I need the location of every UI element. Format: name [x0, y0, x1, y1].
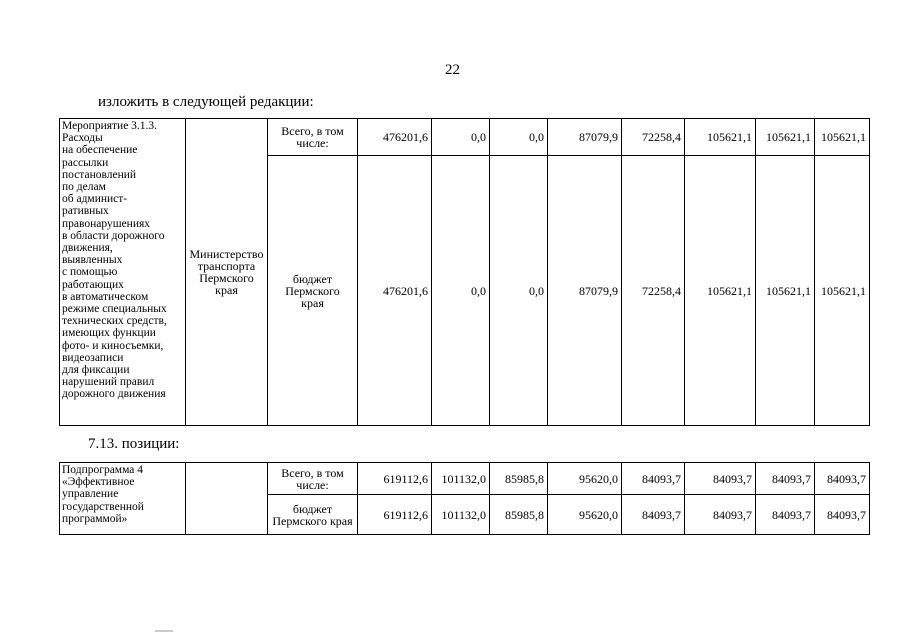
value-cell: 105621,1	[685, 119, 756, 156]
value-cell: 476201,6	[358, 156, 432, 426]
value-cell: 95620,0	[548, 463, 622, 495]
value-cell: 87079,9	[548, 119, 622, 156]
value-cell: 84093,7	[685, 463, 756, 495]
value-cell: 101132,0	[432, 495, 490, 535]
value-cell: 85985,8	[490, 463, 548, 495]
value-cell: 105621,1	[756, 119, 815, 156]
source-cell: бюджет Пермского края	[268, 495, 358, 535]
executor-cell: Министерство транспорта Пермского края	[186, 119, 268, 426]
page-number: 22	[445, 62, 460, 78]
value-cell: 101132,0	[432, 463, 490, 495]
value-cell: 84093,7	[815, 463, 870, 495]
value-cell: 84093,7	[756, 495, 815, 535]
value-cell: 72258,4	[622, 156, 685, 426]
value-cell: 0,0	[490, 119, 548, 156]
value-cell: 95620,0	[548, 495, 622, 535]
subprogram-table	[59, 462, 870, 535]
executor-cell	[186, 463, 268, 535]
scan-mark	[155, 630, 173, 632]
value-cell: 87079,9	[548, 156, 622, 426]
value-cell: 84093,7	[756, 463, 815, 495]
lead-text: изложить в следующей редакции:	[98, 94, 314, 110]
value-cell: 0,0	[432, 156, 490, 426]
source-cell: бюджет Пермского края	[268, 156, 358, 426]
value-cell: 105621,1	[756, 156, 815, 426]
value-cell: 105621,1	[815, 119, 870, 156]
measure-table	[59, 118, 870, 426]
value-cell: 85985,8	[490, 495, 548, 535]
value-cell: 0,0	[432, 119, 490, 156]
value-cell: 84093,7	[685, 495, 756, 535]
value-cell: 0,0	[490, 156, 548, 426]
value-cell: 619112,6	[358, 495, 432, 535]
table-row	[60, 463, 870, 495]
value-cell: 84093,7	[622, 495, 685, 535]
value-cell: 84093,7	[815, 495, 870, 535]
measure-description: Мероприятие 3.1.3. Расходы на обеспечение рассылки постановлений по делам об админист- ративных правонарушениях в области дорожного движения, выявленных с помощью работающих в автоматическом режиме специальных технических средств, имеющих функции фото- и киносъемки, видеозаписи для фиксации нарушений правил дорожного движения	[60, 119, 186, 426]
section-heading: 7.13. позиции:	[88, 436, 180, 452]
table-row	[60, 119, 870, 156]
subprogram-description: Подпрограмма 4 «Эффективное управление государственной программой»	[60, 463, 186, 535]
source-cell: Всего, в том числе:	[268, 119, 358, 156]
value-cell: 619112,6	[358, 463, 432, 495]
value-cell: 476201,6	[358, 119, 432, 156]
source-cell: Всего, в том числе:	[268, 463, 358, 495]
value-cell: 105621,1	[685, 156, 756, 426]
value-cell: 72258,4	[622, 119, 685, 156]
value-cell: 84093,7	[622, 463, 685, 495]
value-cell: 105621,1	[815, 156, 870, 426]
